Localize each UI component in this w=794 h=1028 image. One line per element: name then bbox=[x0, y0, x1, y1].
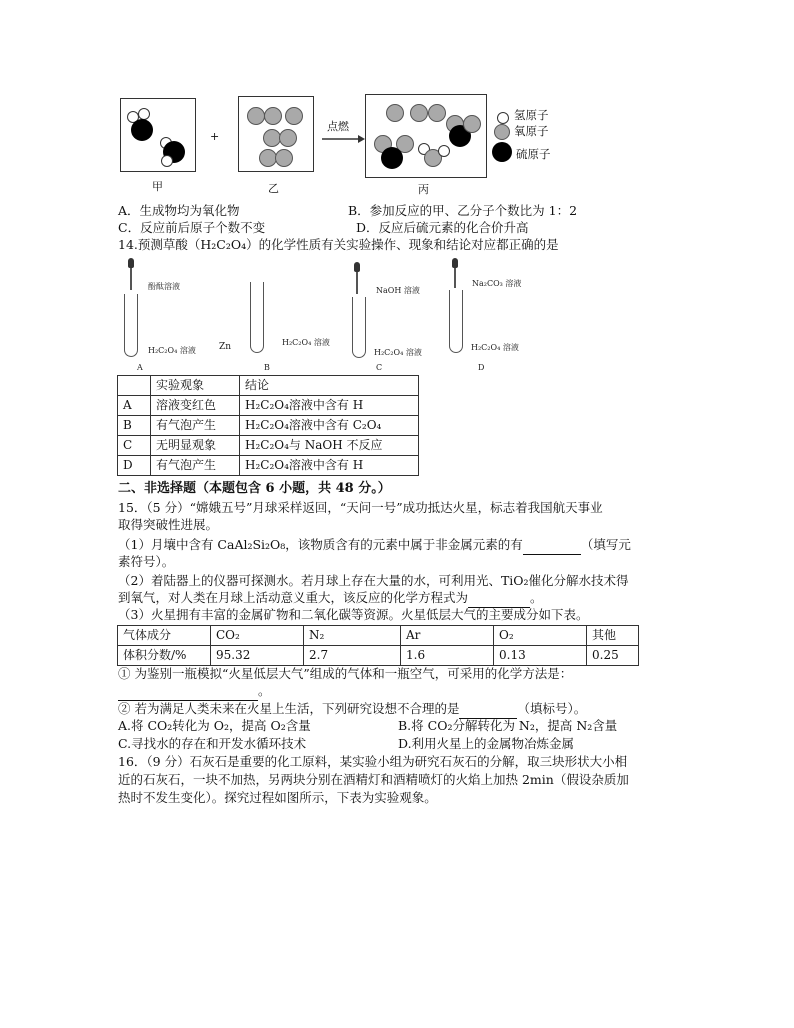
table-cell: 2.7 bbox=[304, 646, 401, 666]
q14-table bbox=[117, 375, 419, 476]
q15-part-1-text: （1）月壤中含有 CaAl₂Si₂O₈，该物质含有的元素中属于非金属元素的有 bbox=[118, 537, 523, 552]
box-jia bbox=[120, 98, 196, 172]
q16-line-2: 近的石灰石，一块不加热，另两块分别在酒精灯和酒精喷灯的火焰上加热 2min（假设杂质加 bbox=[118, 772, 629, 787]
oxygen-atom bbox=[247, 107, 265, 125]
q14-stem: 14.预测草酸（H₂C₂O₄）的化学性质有关实验操作、现象和结论对应都正确的是 bbox=[118, 237, 559, 252]
fig-d-top-label: Na₂CO₃ 溶液 bbox=[472, 279, 522, 288]
oxygen-atom bbox=[463, 115, 481, 133]
arrow-label: 点燃 bbox=[327, 120, 349, 133]
table-cell: H₂C₂O₄溶液中含有 H bbox=[240, 396, 419, 416]
table-cell: Ar bbox=[401, 626, 494, 646]
q15-option-c: C.寻找水的存在和开发水循环技术 bbox=[118, 736, 307, 751]
oxygen-atom bbox=[275, 149, 293, 167]
table-cell: B bbox=[118, 416, 151, 436]
table-cell: 有气泡产生 bbox=[151, 456, 240, 476]
dropper bbox=[454, 268, 456, 288]
oxygen-atom bbox=[279, 129, 297, 147]
plus-sign: + bbox=[210, 130, 220, 143]
table-row bbox=[118, 436, 419, 456]
table-cell: 溶液变红色 bbox=[151, 396, 240, 416]
table-cell: A bbox=[118, 396, 151, 416]
fig-label-b: B bbox=[264, 363, 270, 372]
fig-d-bottom-label: H₂C₂O₄ 溶液 bbox=[471, 343, 519, 352]
q15-part-2-text: 到氧气，对人类在月球上活动意义重大，该反应的化学方程式为 bbox=[118, 590, 469, 605]
fig-a-top-label: 酚酞溶液 bbox=[148, 282, 180, 291]
table-cell: H₂C₂O₄溶液中含有 H bbox=[240, 456, 419, 476]
table-cell: N₂ bbox=[304, 626, 401, 646]
table-cell: 体积分数/% bbox=[118, 646, 211, 666]
caption-jia: 甲 bbox=[152, 180, 163, 193]
table-cell: 1.6 bbox=[401, 646, 494, 666]
fig-b-right-label: H₂C₂O₄ 溶液 bbox=[282, 338, 330, 347]
q15-option-a: A.将 CO₂转化为 O₂，提高 O₂含量 bbox=[118, 718, 311, 733]
fig-c-bottom-label: H₂C₂O₄ 溶液 bbox=[374, 348, 422, 357]
table-cell: 0.25 bbox=[587, 646, 639, 666]
dropper-bulb bbox=[354, 262, 360, 272]
test-tube-d bbox=[449, 290, 463, 353]
table-row bbox=[118, 396, 419, 416]
oxygen-atom bbox=[410, 104, 428, 122]
q15-sub-2-text: ② 若为满足人类未来在火星上生活，下列研究设想不合理的是 bbox=[118, 701, 460, 716]
legend-oxygen: 氧原子 bbox=[514, 124, 549, 138]
q15-line-2: 取得突破性进展。 bbox=[118, 517, 219, 532]
table-row bbox=[118, 416, 419, 436]
table-cell: 0.13 bbox=[494, 646, 587, 666]
table-cell: 95.32 bbox=[211, 646, 304, 666]
table-cell: C bbox=[118, 436, 151, 456]
q15-option-b: B.将 CO₂分解转化为 N₂，提高 N₂含量 bbox=[398, 718, 618, 733]
table-header: 结论 bbox=[240, 376, 419, 396]
q15-sub-1: ① 为鉴别一瓶模拟“火星低层大气”组成的气体和一瓶空气，可采用的化学方法是： bbox=[118, 666, 573, 681]
table-cell: O₂ bbox=[494, 626, 587, 646]
q15-sub-2-tail: （填标号）。 bbox=[517, 701, 587, 716]
table-cell: 气体成分 bbox=[118, 626, 211, 646]
q13-option-b: B．参加反应的甲、乙分子个数比为 1：2 bbox=[348, 203, 578, 218]
q16-line-1: 16．（9 分）石灰石是重要的化工原料，某实验小组为研究石灰石的分解，取三块形状大小相 bbox=[118, 754, 628, 769]
fig-label-c: C bbox=[376, 363, 383, 372]
dropper bbox=[356, 272, 358, 294]
legend-sulfur: 硫原子 bbox=[516, 147, 551, 161]
q15-option-d: D.利用火星上的金属物冶炼金属 bbox=[398, 736, 575, 751]
q15-part-3: （3）火星拥有丰富的金属矿物和二氧化碳等资源。火星低层大气的主要成分如下表。 bbox=[118, 607, 589, 622]
table-header-row bbox=[118, 376, 419, 396]
answer-blank[interactable] bbox=[118, 682, 258, 701]
q15-part-1 bbox=[118, 536, 631, 555]
table-row bbox=[118, 626, 639, 646]
table-cell: 其他 bbox=[587, 626, 639, 646]
table-cell: 无明显观象 bbox=[151, 436, 240, 456]
legend-oxygen-swatch bbox=[494, 124, 510, 140]
sulfur-atom bbox=[381, 147, 403, 169]
test-tube-a bbox=[124, 294, 138, 357]
dropper-bulb bbox=[128, 258, 134, 268]
test-tube-b bbox=[250, 282, 264, 353]
table-cell: H₂C₂O₄与 NaOH 不反应 bbox=[240, 436, 419, 456]
table-row bbox=[118, 456, 419, 476]
test-tube-c bbox=[352, 297, 366, 358]
fig-a-bottom-label: H₂C₂O₄ 溶液 bbox=[148, 346, 196, 355]
q13-option-c: C．反应前后原子个数不变 bbox=[118, 220, 266, 235]
table-cell bbox=[118, 376, 151, 396]
q15-part-1-cont: 素符号）。 bbox=[118, 554, 175, 569]
table-cell: D bbox=[118, 456, 151, 476]
q16-line-3: 热时不发生变化）。探究过程如图所示，下表为实验观象。 bbox=[118, 790, 437, 805]
fig-b-left-label: Zn bbox=[219, 342, 232, 352]
reaction-arrow bbox=[320, 134, 366, 144]
oxygen-atom bbox=[264, 107, 282, 125]
q15-part-2: （2）着陆器上的仪器可探测水。若月球上存在大量的水，可利用光、TiO₂催化分解水技术得 bbox=[118, 573, 629, 588]
q15-part-2-end: 。 bbox=[530, 590, 543, 605]
table-header: 实验观象 bbox=[151, 376, 240, 396]
q15-line-1: 15．（5 分）“嫦娥五号”月球采样返回，“天问一号”成功抵达火星，标志着我国航天事业 bbox=[118, 500, 603, 515]
fig-c-top-label: NaOH 溶液 bbox=[376, 286, 420, 295]
box-bing bbox=[365, 94, 487, 178]
q13-option-a: A．生成物均为氧化物 bbox=[118, 203, 240, 218]
fig-label-a: A bbox=[137, 363, 143, 372]
legend-hydrogen: 氢原子 bbox=[514, 108, 549, 122]
section-title: 二、非选择题（本题包含 6 小题，共 48 分。） bbox=[118, 481, 391, 496]
q15-part-1-tail: （填写元 bbox=[580, 537, 631, 552]
legend-sulfur-swatch bbox=[492, 142, 512, 162]
dropper-bulb bbox=[452, 258, 458, 268]
hydrogen-atom bbox=[161, 155, 173, 167]
dropper bbox=[130, 268, 132, 290]
q15-sub-1-end: 。 bbox=[258, 683, 271, 698]
hydrogen-atom bbox=[438, 145, 450, 157]
box-yi bbox=[238, 96, 314, 172]
table-cell: CO₂ bbox=[211, 626, 304, 646]
table-cell: H₂C₂O₄溶液中含有 C₂O₄ bbox=[240, 416, 419, 436]
legend-hydrogen-swatch bbox=[497, 112, 509, 124]
fig-label-d: D bbox=[478, 363, 485, 372]
caption-bing: 丙 bbox=[418, 183, 429, 196]
caption-yi: 乙 bbox=[268, 182, 279, 195]
q15-sub-1-answer bbox=[118, 682, 271, 701]
table-row bbox=[118, 646, 639, 666]
q13-option-d: D．反应后硫元素的化合价升高 bbox=[356, 220, 529, 235]
oxygen-atom bbox=[428, 104, 446, 122]
table-cell: 有气泡产生 bbox=[151, 416, 240, 436]
mars-atmosphere-table bbox=[117, 625, 639, 666]
oxygen-atom bbox=[386, 104, 404, 122]
oxygen-atom bbox=[285, 107, 303, 125]
answer-blank[interactable] bbox=[523, 536, 581, 555]
sulfur-atom bbox=[131, 119, 153, 141]
